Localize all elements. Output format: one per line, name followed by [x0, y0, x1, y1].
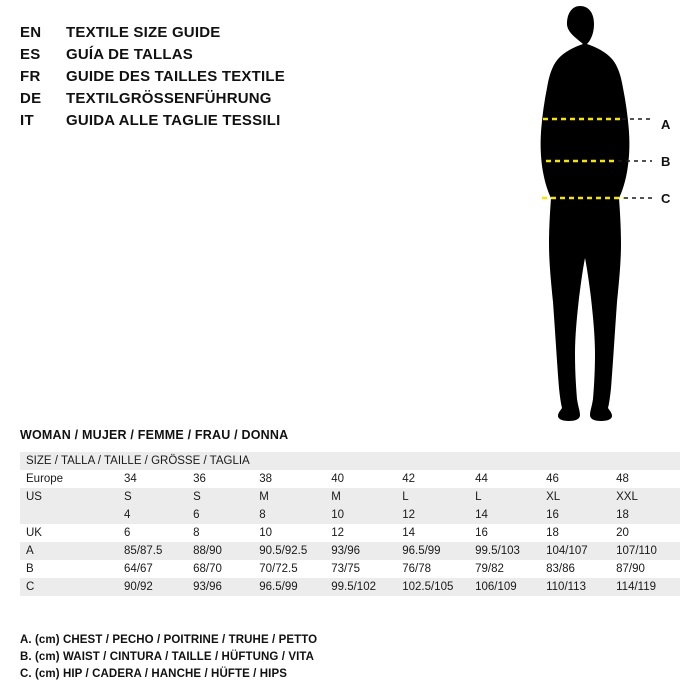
row-label: A — [20, 542, 118, 560]
cell: S — [118, 488, 187, 506]
cell: S — [187, 488, 253, 506]
cell: 107/110 — [610, 542, 680, 560]
cell: 4 — [118, 506, 187, 524]
cell: 48 — [610, 470, 680, 488]
language-title-block — [20, 24, 460, 134]
cell: 68/70 — [187, 560, 253, 578]
cell: 96.5/99 — [396, 542, 469, 560]
language-row-es — [20, 46, 460, 63]
cell: 85/87.5 — [118, 542, 187, 560]
language-title: TEXTILGRÖSSENFÜHRUNG — [66, 90, 272, 107]
legend-line-c: C. (cm) HIP / CADERA / HANCHE / HÜFTE / HIPS — [20, 668, 288, 680]
cell: 70/72.5 — [253, 560, 325, 578]
table-row — [20, 578, 680, 596]
language-title: TEXTILE SIZE GUIDE — [66, 24, 221, 41]
cell: XXL — [610, 488, 680, 506]
cell: 10 — [325, 506, 396, 524]
table-row — [20, 488, 680, 506]
cell: 38 — [253, 470, 325, 488]
cell: 83/86 — [540, 560, 610, 578]
cell: 6 — [118, 524, 187, 542]
cell: XL — [540, 488, 610, 506]
cell: 42 — [396, 470, 469, 488]
cell: 90.5/92.5 — [253, 542, 325, 560]
cell: 87/90 — [610, 560, 680, 578]
table-row — [20, 470, 680, 488]
cell: 96.5/99 — [253, 578, 325, 596]
cell: 8 — [253, 506, 325, 524]
language-code: IT — [20, 112, 34, 129]
cell: 106/109 — [469, 578, 540, 596]
cell: 79/82 — [469, 560, 540, 578]
language-code: DE — [20, 90, 42, 107]
measure-label-b: B — [661, 154, 671, 169]
row-label — [20, 506, 118, 524]
cell: 16 — [540, 506, 610, 524]
cell: 93/96 — [325, 542, 396, 560]
cell: M — [253, 488, 325, 506]
cell: 114/119 — [610, 578, 680, 596]
language-code: ES — [20, 46, 41, 63]
cell: L — [396, 488, 469, 506]
cell: L — [469, 488, 540, 506]
cell: 40 — [325, 470, 396, 488]
cell: 10 — [253, 524, 325, 542]
row-label: B — [20, 560, 118, 578]
cell: 88/90 — [187, 542, 253, 560]
table-row — [20, 542, 680, 560]
cell: 14 — [469, 506, 540, 524]
cell: 104/107 — [540, 542, 610, 560]
legend-line-a: A. (cm) CHEST / PECHO / POITRINE / TRUHE / PETTO — [20, 634, 318, 646]
measure-label-a: A — [661, 117, 671, 132]
measure-label-c: C — [661, 191, 671, 206]
cell: 20 — [610, 524, 680, 542]
row-label: UK — [20, 524, 118, 542]
language-row-en — [20, 24, 460, 41]
language-title: GUÍA DE TALLAS — [66, 46, 193, 63]
cell: 18 — [540, 524, 610, 542]
cell: 76/78 — [396, 560, 469, 578]
cell: 44 — [469, 470, 540, 488]
cell: 64/67 — [118, 560, 187, 578]
row-label: US — [20, 488, 118, 506]
cell: 102.5/105 — [396, 578, 469, 596]
cell: 73/75 — [325, 560, 396, 578]
size-guide-figure — [500, 6, 690, 431]
cell: 90/92 — [118, 578, 187, 596]
cell: 6 — [187, 506, 253, 524]
language-row-de — [20, 90, 460, 107]
measurement-guides — [500, 6, 690, 431]
row-label: Europe — [20, 470, 118, 488]
language-code: EN — [20, 24, 42, 41]
cell: 93/96 — [187, 578, 253, 596]
table-row — [20, 560, 680, 578]
measurement-legend — [20, 634, 620, 685]
cell: 12 — [325, 524, 396, 542]
cell: 8 — [187, 524, 253, 542]
legend-line-b: B. (cm) WAIST / CINTURA / TAILLE / HÜFTUNG / VITA — [20, 651, 315, 663]
cell: 18 — [610, 506, 680, 524]
table-row — [20, 506, 680, 524]
row-label: C — [20, 578, 118, 596]
language-row-fr — [20, 68, 460, 85]
cell: 99.5/102 — [325, 578, 396, 596]
language-title: GUIDE DES TAILLES TEXTILE — [66, 68, 285, 85]
table-row — [20, 524, 680, 542]
language-row-it — [20, 112, 460, 129]
language-title: GUIDA ALLE TAGLIE TESSILI — [66, 112, 281, 129]
table-section-title: WOMAN / MUJER / FEMME / FRAU / DONNA — [20, 428, 289, 442]
cell: 36 — [187, 470, 253, 488]
cell: 99.5/103 — [469, 542, 540, 560]
cell: 12 — [396, 506, 469, 524]
size-chart-table — [20, 452, 680, 596]
cell: 110/113 — [540, 578, 610, 596]
cell: 34 — [118, 470, 187, 488]
cell: 16 — [469, 524, 540, 542]
table-row-header — [20, 452, 680, 470]
language-code: FR — [20, 68, 41, 85]
cell: M — [325, 488, 396, 506]
cell: 46 — [540, 470, 610, 488]
cell: 14 — [396, 524, 469, 542]
table-header-label: SIZE / TALLA / TAILLE / GRÖSSE / TAGLIA — [20, 452, 680, 470]
